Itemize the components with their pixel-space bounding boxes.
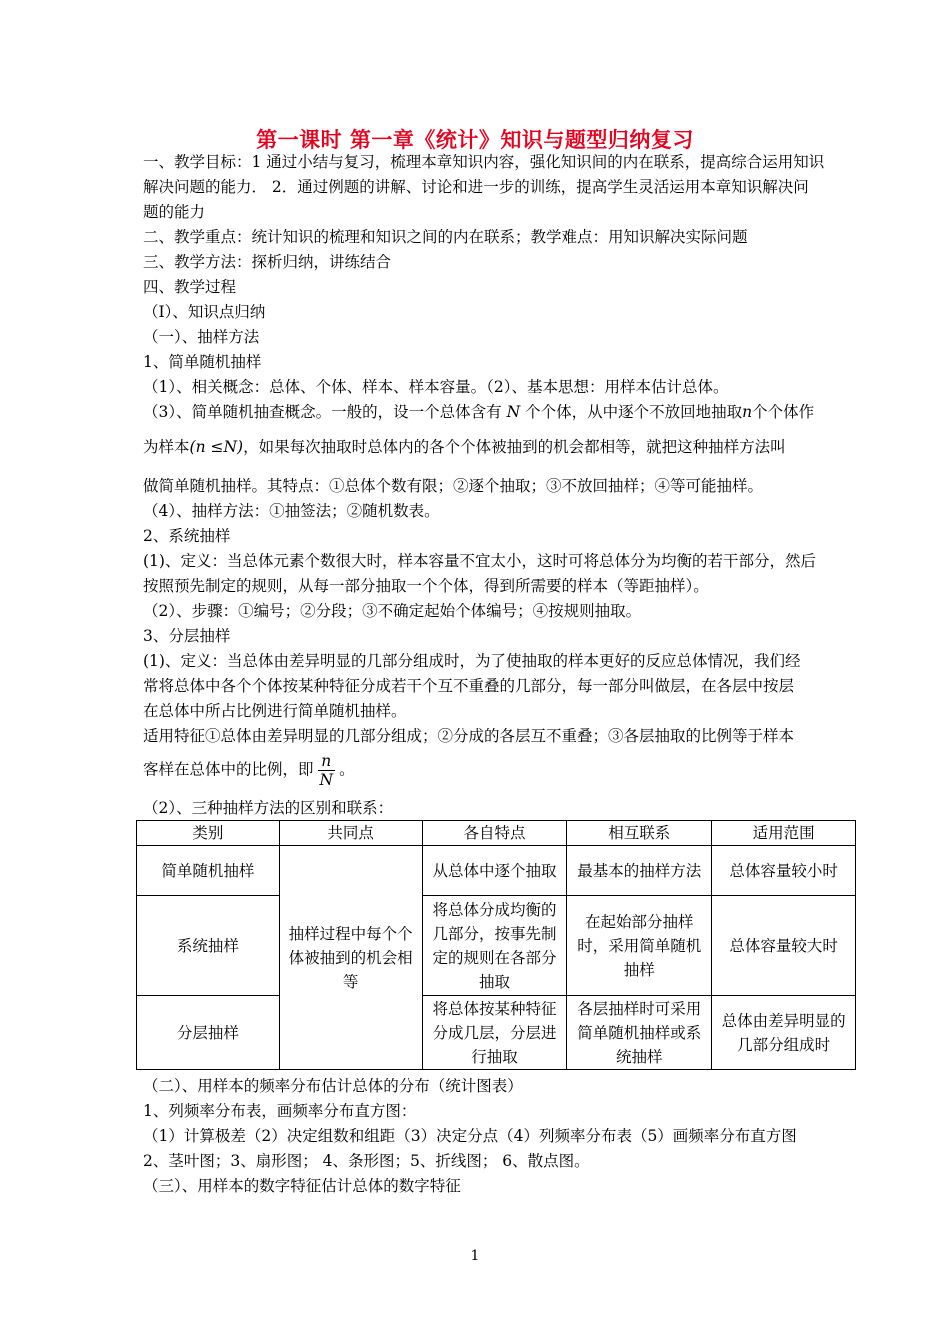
text-span: 个个体，从中逐个不放回地抽取 (525, 403, 743, 421)
goal-line-3: 题的能力 (143, 203, 206, 221)
page-title: 第一课时 第一章《统计》知识与题型归纳复习 (256, 128, 694, 152)
header-scope: 适用范围 (712, 821, 856, 846)
stratified-def-3: 在总体中所占比例进行简单随机抽样。 (143, 702, 407, 720)
subsection-simple-random: 1、简单随机抽样 (143, 353, 262, 371)
header-common: 共同点 (279, 821, 422, 846)
header-feature: 各自特点 (422, 821, 567, 846)
text-span: ，如果每次抽取时总体内的各个个体被抽到的机会都相等，就把这种抽样方法叫 (243, 438, 786, 456)
cell-scope: 总体容量较小时 (712, 846, 856, 896)
cell-feature: 将总体按某种特征分成几层，分层进行抽取 (422, 996, 567, 1070)
text-span: 。 (339, 760, 355, 779)
sampling-comparison-table (136, 820, 856, 1070)
goal-line-2: 解决问题的能力． 2．通过例题的讲解、讨论和进一步的训练，提高学生灵活运用本章知识解决问 (143, 178, 809, 196)
fraction-numerator: n (318, 752, 336, 771)
cell-type: 分层抽样 (137, 996, 280, 1070)
table-header-row (137, 821, 856, 846)
cell-scope: 总体容量较大时 (712, 896, 856, 996)
simple-random-p3-line1 (143, 402, 855, 422)
simple-random-p4: （4）、抽样方法：①抽签法；②随机数表。 (143, 502, 440, 520)
header-relation: 相互联系 (567, 821, 712, 846)
stratified-feature-2 (143, 752, 855, 789)
table-row (137, 846, 856, 896)
text-span: （3）、简单随机抽查概念。一般的，设一个总体含有 (143, 403, 502, 421)
section2-heading: （二）、用样本的频率分布估计总体的分布（统计图表） (143, 1077, 523, 1095)
simple-random-p1: （1）、相关概念：总体、个体、样本、样本容量。（2）、基本思想：用样本估计总体。 (143, 378, 729, 396)
simple-random-p3-line3: 做简单随机抽样。其特点：①总体个数有限；②逐个抽取；③不放回抽样；④等可能抽样。 (143, 477, 764, 495)
section1-heading: （一）、抽样方法 (143, 328, 260, 346)
math-N: N (506, 403, 521, 421)
fraction-n-over-N (318, 752, 336, 789)
table-row (137, 996, 856, 1070)
text-span: 客样在总体中的比例，即 (143, 760, 314, 779)
text-span: 个个体作 (752, 403, 815, 421)
cell-relation: 在起始部分抽样时，采用简单随机抽样 (567, 896, 712, 996)
cell-scope: 总体由差异明显的几部分组成时 (712, 996, 856, 1070)
subsection-stratified: 3、分层抽样 (143, 627, 231, 645)
systematic-def-2: 按照预先制定的规则，从每一部分抽取一个个体，得到所需要的样本（等距抽样）。 (143, 577, 709, 595)
cell-feature: 将总体分成均衡的几部分，按事先制定的规则在各部分抽取 (422, 896, 567, 996)
stratified-feature-1: 适用特征①总体由差异明显的几部分组成；②分成的各层互不重叠；③各层抽取的比例等于样本 (143, 727, 795, 745)
systematic-steps: （2）、步骤：①编号；②分段；③不确定起始个体编号；④按规则抽取。 (143, 602, 642, 620)
header-type: 类别 (137, 821, 280, 846)
part1-heading: （Ⅰ）、知识点归纳 (143, 303, 266, 321)
text-span: 为样本 (143, 438, 190, 456)
cell-type: 简单随机抽样 (137, 846, 280, 896)
comparison-heading: （2）、三种抽样方法的区别和联系： (143, 799, 394, 817)
cell-relation: 最基本的抽样方法 (567, 846, 712, 896)
frequency-steps: （1）计算极差（2）决定组数和组距（3）决定分点（4）列频率分布表（5）画频率分布直方图 (143, 1127, 797, 1145)
math-n: n (742, 403, 753, 421)
frequency-item-1: 1、列频率分布表，画频率分布直方图： (143, 1102, 417, 1120)
stratified-def-2: 常将总体中各个个体按某种特征分成若干个互不重叠的几部分，每一部分叫做层，在各层中按层 (143, 677, 795, 695)
section3-heading: （三）、用样本的数字特征估计总体的数字特征 (143, 1177, 461, 1195)
fraction-denominator: N (319, 771, 334, 789)
method-line: 三、教学方法：探析归纳，讲练结合 (143, 253, 392, 271)
goal-line-1: 一、教学目标：1 通过小结与复习，梳理本章知识内容，强化知识间的内在联系，提高综合运用知识 (143, 153, 825, 171)
cell-feature: 从总体中逐个抽取 (422, 846, 567, 896)
cell-common: 抽样过程中每个个体被抽到的机会相等 (279, 846, 422, 1070)
simple-random-p3-line2 (143, 437, 855, 457)
stratified-def-1: (1)、定义：当总体由差异明显的几部分组成时，为了使抽取的样本更好的反应总体情况，我们经 (143, 652, 801, 670)
cell-relation: 各层抽样时可采用简单随机抽样或系统抽样 (567, 996, 712, 1070)
page-number: 1 (470, 1248, 480, 1264)
process-heading: 四、教学过程 (143, 278, 237, 296)
systematic-def-1: (1)、定义：当总体元素个数很大时，样本容量不宜太小，这时可将总体分为均衡的若干部分，然后 (143, 552, 816, 570)
math-condition: (n ≤N) (189, 438, 244, 456)
subsection-systematic: 2、系统抽样 (143, 527, 231, 545)
cell-type: 系统抽样 (137, 896, 280, 996)
table-row (137, 896, 856, 996)
focus-line: 二、教学重点：统计知识的梳理和知识之间的内在联系；教学难点：用知识解决实际问题 (143, 228, 748, 246)
chart-types: 2、茎叶图；3、扇形图； 4、条形图；5、折线图； 6、散点图。 (143, 1152, 590, 1170)
